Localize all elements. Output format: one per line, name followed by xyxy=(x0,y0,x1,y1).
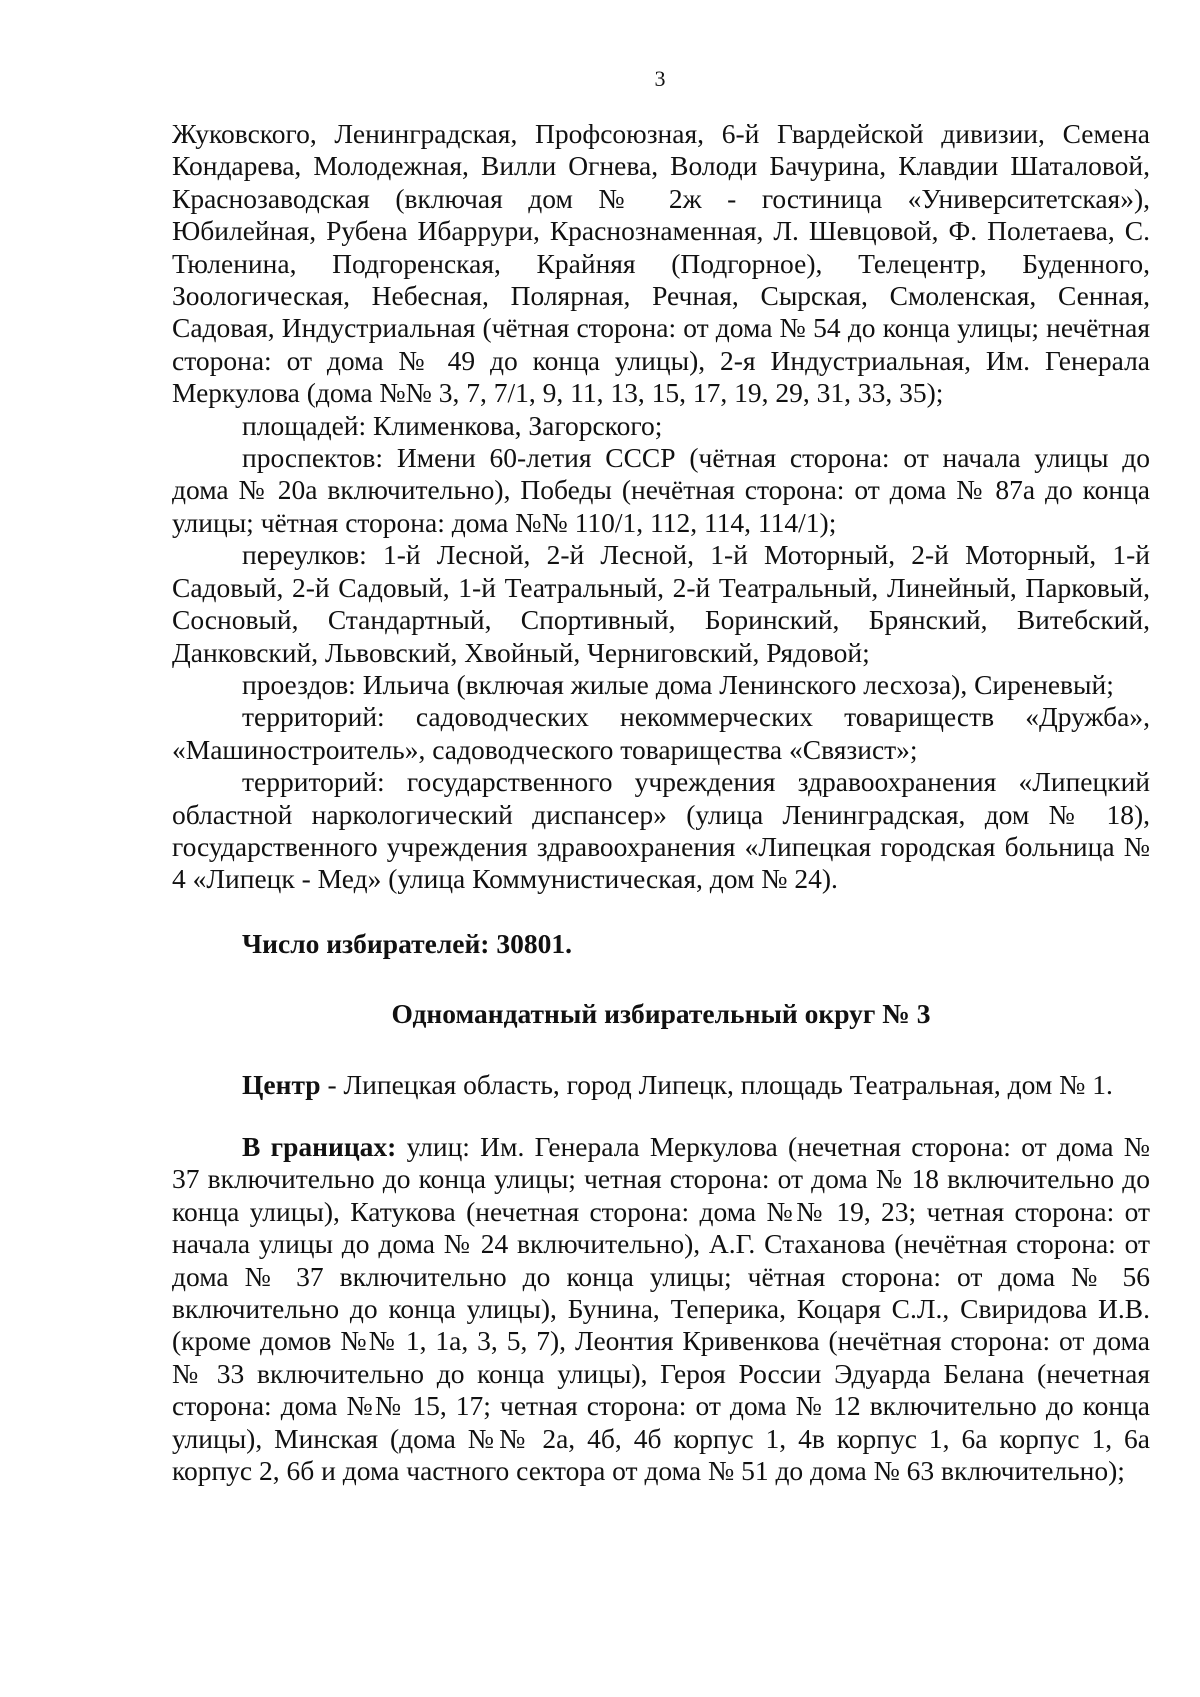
passages-paragraph: проездов: Ильича (включая жилые дома Ленинского лесхоза), Сиреневый; xyxy=(242,668,1114,700)
page-number: 3 xyxy=(654,66,666,91)
avenues-paragraph: проспектов: Имени 60-летия СССР (чётная сторона: от начала улицы до дома № 20а включительно), Победы (нечётная сторона: от дома № 87а до конца улицы; чётная сторона: дома №№ 110/1, 112, 114, 114/1); xyxy=(172,442,1150,538)
streets-continued-paragraph: Жуковского, Ленинградская, Профсоюзная, 6-й Гвардейской дивизии, Семена Кондарева, Молодежная, Вилли Огнева, Володи Бачурина, Клавдии Шаталовой, Краснозаводская (включая дом № 2ж - гостиница «Университетская»), Юбилейная, Рубена Ибаррури, Краснознаменная, Л. Шевцовой, Ф. Полетаева, С. Тюленина, Подгоренская, Крайняя (Подгорное), Телецентр, Буденного, Зоологическая, Небесная, Полярная, Речная, Сырская, Смоленская, Сенная, Садовая, Индустриальная (чётная сторона: от дома № 54 до конца улицы; нечётная сторона: от дома № 49 до конца улицы), 2-я Индустриальная, Им. Генерала Меркулова (дома №№ 3, 7, 7/1, 9, 11, 13, 15, 17, 19, 29, 31, 33, 35); xyxy=(172,118,1150,409)
territories-gardening-paragraph: территорий: садоводческих некоммерческих товариществ «Дружба», «Машиностроитель», садоводческого товарищества «Связист»; xyxy=(172,701,1150,765)
bounds-text: улиц: Им. Генерала Меркулова (нечетная сторона: от дома № 37 включительно до конца улицы; четная сторона: от дома № 18 включительно до конца улицы), Катукова (нечетная сторона: дома №№ 19, 23; четная сторона: от начала улицы до дома № 24 включительно), А.Г. Стаханова (нечётная сторона: от дома № 37 включительно до конца улицы; чётная сторона: от дома № 56 включительно до конца улицы), Бунина, Теперика, Коцаря С.Л., Свиридова И.В. (кроме домов №№ 1, 1а, 3, 5, 7), Леонтия Кривенкова (нечётная сторона: от дома № 33 включительно до конца улицы), Героя России Эдуарда Белана (нечетная сторона: дома №№ 15, 17; четная сторона: от дома № 12 включительно до конца улицы), Минская (дома №№ 2а, 4б, 4б корпус 1, 4в корпус 1, 6а корпус 1, 6а корпус 2, 6б и дома частного сектора от дома № 51 до дома № 63 включительно); xyxy=(172,1130,1150,1487)
center-label: Центр xyxy=(242,1068,321,1100)
bounds-label: В границах: xyxy=(242,1130,397,1162)
district-bounds xyxy=(172,1131,1150,1487)
squares-paragraph: площадей: Клименкова, Загорского; xyxy=(242,409,663,441)
district-center xyxy=(172,1069,1150,1101)
territories-health-paragraph: территорий: государственного учреждения здравоохранения «Липецкий областной наркологический диспансер» (улица Ленинградская, дом № 18), государственного учреждения здравоохранения «Липецкая городская больница № 4 «Липецк - Мед» (улица Коммунистическая, дом № 24). xyxy=(172,766,1150,895)
center-text: - Липецкая область, город Липецк, площадь Театральная, дом № 1. xyxy=(320,1068,1113,1100)
district-heading: Одномандатный избирательный округ № 3 xyxy=(391,998,931,1030)
document-body xyxy=(172,118,1150,1487)
voters-count: Число избирателей: 30801. xyxy=(242,927,572,959)
lanes-paragraph: переулков: 1-й Лесной, 2-й Лесной, 1-й Моторный, 2-й Моторный, 1-й Садовый, 2-й Садовый, 1-й Театральный, 2-й Театральный, Линейный, Парковый, Сосновый, Стандартный, Спортивный, Боринский, Брянский, Витебский, Данковский, Львовский, Хвойный, Черниговский, Рядовой; xyxy=(172,539,1150,668)
